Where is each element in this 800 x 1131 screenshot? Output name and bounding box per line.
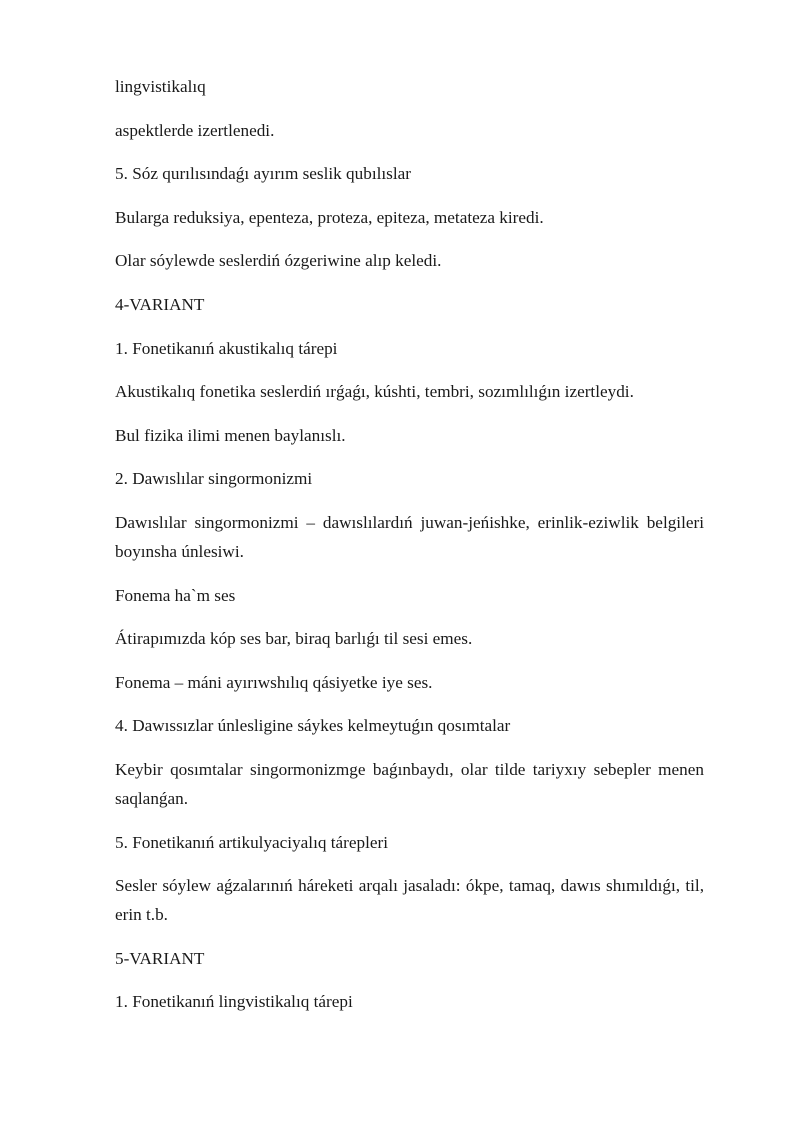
paragraph: Bul fizika ilimi menen baylanıslı. bbox=[115, 425, 346, 445]
section-heading: 1. Fonetikanıń akustikalıq tárepi bbox=[115, 338, 338, 358]
section-heading: 2. Dawıslılar singormonizmi bbox=[115, 469, 313, 489]
section-heading: Fonema ha`m ses bbox=[115, 585, 236, 605]
document-body bbox=[115, 72, 704, 1031]
paragraph: Fonema – máni ayırıwshılıq qásiyetke iye ses. bbox=[115, 672, 433, 692]
paragraph: Olar sóylewde seslerdiń ózgeriwine alıp keledi. bbox=[115, 251, 442, 271]
paragraph: Keybir qosımtalar singormonizmge baǵınbaydı, olar tilde tariyxıy sebepler menen saqlanǵan. bbox=[115, 759, 704, 808]
paragraph: Dawıslılar singormonizmi – dawıslılardıń juwan-jeńishke, erinlik-eziwlik belgileri boyınsha únlesiwi. bbox=[115, 512, 704, 561]
section-heading: 4. Dawıssızlar únlesligine sáykes kelmeytuǵın qosımtalar bbox=[115, 716, 511, 736]
variant-heading: 4-VARIANT bbox=[115, 294, 205, 314]
section-heading: 5. Sóz qurılısındaǵı ayırım seslik qubılıslar bbox=[115, 164, 411, 184]
paragraph: Bularga reduksiya, epenteza, proteza, epiteza, metateza kiredi. bbox=[115, 207, 544, 227]
paragraph-continuation: aspektlerde izertlenedi. bbox=[115, 120, 275, 140]
paragraph-continuation: lingvistikalıq bbox=[115, 77, 206, 96]
variant-heading: 5-VARIANT bbox=[115, 948, 205, 968]
paragraph: Sesler sóylew aǵzalarınıń háreketi arqalı jasaladı: ókpe, tamaq, dawıs shımıldıǵı, til, erin t.b. bbox=[115, 876, 704, 925]
section-heading: 1. Fonetikanıń lingvistikalıq tárepi bbox=[115, 992, 353, 1012]
paragraph: Akustikalıq fonetika seslerdiń ırǵaǵı, kúshti, tembri, sozımlılıǵın izertleydi. bbox=[115, 382, 634, 402]
section-heading: 5. Fonetikanıń artikulyaciyalıq tárepleri bbox=[115, 832, 389, 852]
paragraph: Átirapımızda kóp ses bar, biraq barlıǵı til sesi emes. bbox=[115, 629, 473, 649]
